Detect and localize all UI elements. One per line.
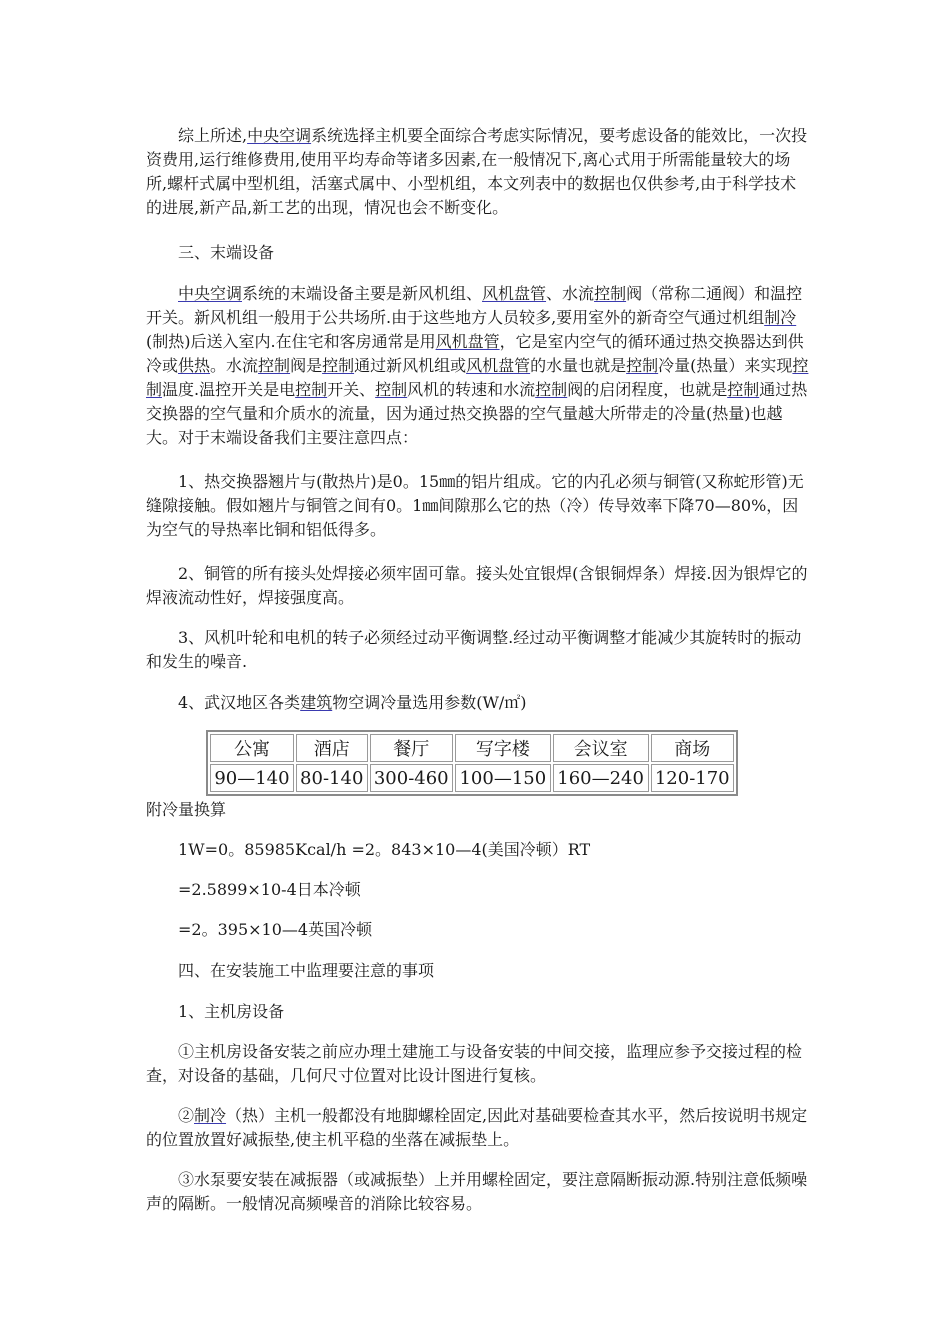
link-control[interactable]: 控制 [146, 356, 809, 399]
note-3-paragraph: ③水泵要安装在减振器（或减振垫）上并用螺栓固定，要注意隔断振动源.特别注意低频噪声的隔断。一般情况高频噪音的消除比较容易。 [146, 1170, 808, 1213]
conversion-line-3: =2。395×10—4英国冷顿 [178, 920, 373, 939]
text-run: 阀（常称二通阀）和温控开关。新风机组一般用于公共场所.由于这些地方人员较多,要用室外的新奇空气通过机组 [146, 284, 803, 327]
note-1-paragraph: ①主机房设备安装之前应办理土建施工与设备安装的中间交接，监理应参予交接过程的检查，对设备的基础，几何尺寸位置对比设计图进行复核。 [146, 1042, 803, 1085]
text-run: 温度.温控开关是电 [162, 380, 296, 399]
link-fan-coil[interactable]: 风机盘管 [466, 356, 531, 375]
text-run: 风机的转速和水流 [407, 380, 536, 399]
text-run: 综上所述, [178, 126, 248, 145]
link-control[interactable]: 控制 [594, 284, 627, 303]
text-run: 、水流 [546, 284, 595, 303]
table-cell: 80-140 [296, 764, 368, 792]
conversion-title: 附冷量换算 [146, 800, 227, 819]
text-run: (制热)后送入室内.在住宅和客房通常是用 [146, 332, 436, 351]
link-fan-coil[interactable]: 风机盘管 [482, 284, 547, 303]
text-run: 的水量也就是 [530, 356, 627, 375]
table-cell: 100—150 [455, 764, 551, 792]
section-heading-3: 三、末端设备 [178, 243, 275, 262]
conversion-line-1: 1W=0。85985Kcal/h =2。843×10—4(美国冷顿）RT [178, 840, 591, 859]
table-row [210, 764, 734, 792]
terminal-equipment-paragraph [146, 282, 810, 450]
table-cell: 300-460 [370, 764, 453, 792]
table-cell: 160—240 [553, 764, 649, 792]
table-header-row [210, 734, 734, 762]
summary-paragraph [146, 124, 810, 220]
point-2-paragraph: 2、铜管的所有接头处焊接必须牢固可靠。接头处宜银焊(含银铜焊条）焊接.因为银焊它的焊液流动性好，焊接强度高。 [146, 564, 808, 607]
subsection-heading: 1、主机房设备 [178, 1002, 285, 1021]
text-run: 阀是 [290, 356, 323, 375]
link-central-ac[interactable]: 中央空调 [247, 126, 312, 145]
point-3-paragraph: 3、风机叶轮和电机的转子必须经过动平衡调整.经过动平衡调整才能减少其旋转时的振动和发生的噪音. [146, 628, 802, 671]
cooling-load-table [206, 730, 738, 796]
text-run: 系统选择主机要全面综合考虑实际情况，要考虑设备的能效比，一次投资费用,运行维修费用,使用平均寿命等诸多因素,在一般情况下,离心式用于所需能量较大的场所,螺杆式属中型机组，活塞式属中、小型机组，本文列表中的数据也仅供参考,由于科学技术的进展,新产品,新工艺的出现，情况也会不断变化。 [146, 126, 808, 217]
text-run: 通过新风机组或 [354, 356, 467, 375]
link-refrigeration[interactable]: 制冷 [764, 308, 797, 327]
table-cell: 90—140 [210, 764, 294, 792]
text-run: ，它是室内空气的循环通过热交换器达到供冷或 [146, 332, 804, 375]
link-control[interactable]: 控制 [295, 380, 328, 399]
table-header-cell: 公寓 [210, 734, 294, 762]
link-control[interactable]: 控制 [258, 356, 291, 375]
link-refrigeration[interactable]: 制冷 [194, 1106, 227, 1125]
table-header-cell: 写字楼 [455, 734, 551, 762]
link-fan-coil[interactable]: 风机盘管 [435, 332, 500, 351]
conversion-line-2: =2.5899×10-4日本冷顿 [178, 880, 361, 899]
link-control[interactable]: 控制 [322, 356, 355, 375]
text-run: 物空调冷量选用参数(W/㎡) [332, 693, 527, 712]
table-header-cell: 会议室 [553, 734, 649, 762]
point-4-paragraph [146, 691, 810, 715]
section-heading-4: 四、在安装施工中监理要注意的事项 [178, 961, 435, 980]
link-central-ac[interactable]: 中央空调 [178, 284, 243, 303]
point-1-paragraph: 1、热交换器翘片与(散热片)是0。15㎜的铝片组成。它的内孔必须与铜管(又称蛇形管)无缝隙接触。假如翘片与铜管之间有0。1㎜间隙那么它的热（冷）传导效率下降70—80%，因为空气的导热率比铜和铝低得多。 [146, 472, 804, 539]
table-header-cell: 餐厅 [370, 734, 453, 762]
text-run: ② [178, 1106, 195, 1125]
table-cell: 120-170 [651, 764, 735, 792]
text-run: 4、武汉地区各类 [178, 693, 301, 712]
link-control[interactable]: 控制 [626, 356, 659, 375]
text-run: 。水流 [210, 356, 259, 375]
link-control[interactable]: 控制 [535, 380, 568, 399]
link-control[interactable]: 控制 [375, 380, 408, 399]
text-run: 开关、 [327, 380, 376, 399]
link-building[interactable]: 建筑 [300, 693, 333, 712]
text-run: （热）主机一般都没有地脚螺栓固定,因此对基础要检查其水平，然后按说明书规定的位置放置好减振垫,使主机平稳的坐落在减振垫上。 [146, 1106, 808, 1149]
table-header-cell: 商场 [651, 734, 735, 762]
text-run: 阀的启闭程度，也就是 [567, 380, 728, 399]
link-heating[interactable]: 供热 [178, 356, 211, 375]
link-control[interactable]: 控制 [727, 380, 760, 399]
table-header-cell: 酒店 [296, 734, 368, 762]
text-run: 冷量(热量）来实现 [658, 356, 793, 375]
text-run: 通过热交换器的空气量和介质水的流量，因为通过热交换器的空气量越大所带走的冷量(热量)也越大。对于末端设备我们主要注意四点： [146, 380, 808, 447]
note-2-paragraph [146, 1104, 810, 1152]
text-run: 系统的末端设备主要是新风机组、 [242, 284, 483, 303]
